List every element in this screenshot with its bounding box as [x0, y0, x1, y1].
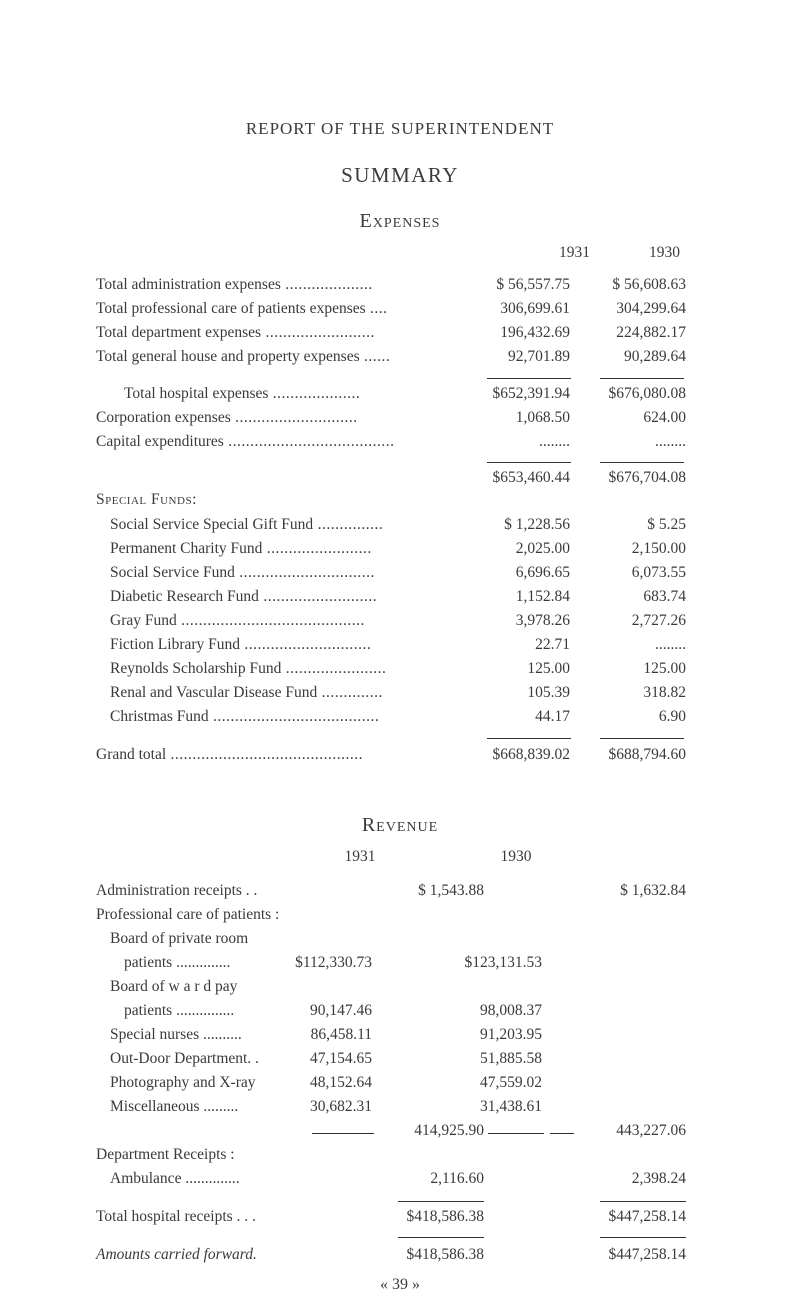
value-1931: $ 1,228.56	[504, 516, 570, 533]
value-1931: 22.71	[535, 636, 570, 653]
value-1931: $418,586.38	[406, 1246, 484, 1263]
list-item: Out-Door Department. .	[110, 1050, 259, 1067]
table-row: Social Service Special Gift Fund ...............	[110, 516, 384, 533]
table-row: Social Service Fund ...............................	[110, 564, 375, 581]
value-1930: 2,150.00	[631, 540, 686, 557]
expenses-subtotal-1931: $653,460.44	[492, 469, 570, 486]
value-1931: 90,147.46	[310, 1002, 372, 1019]
value-1931: 105.39	[527, 684, 570, 701]
value-1930: 47,559.02	[480, 1074, 542, 1091]
value-1930: 683.74	[643, 588, 686, 605]
rule	[550, 1133, 574, 1134]
value-1930: $447,258.14	[608, 1246, 686, 1263]
value-1930: $ 1,632.84	[620, 882, 686, 899]
capital-expenditures: Capital expenditures ......................................	[96, 433, 395, 450]
value-1930: 2,398.24	[631, 1170, 686, 1187]
table-row: Total department expenses .........................	[96, 324, 375, 341]
value-1930: 90,289.64	[624, 348, 686, 365]
page-number: « 39 »	[380, 1276, 420, 1293]
ambulance-label: Ambulance ..............	[110, 1170, 240, 1187]
rule	[600, 378, 684, 379]
value-1931: 30,682.31	[310, 1098, 372, 1115]
value-1931: $418,586.38	[406, 1208, 484, 1225]
value-1931: 125.00	[527, 660, 570, 677]
grand-total: Grand total ............................................	[96, 746, 364, 763]
rule	[600, 1237, 686, 1238]
value-1931: 2,116.60	[430, 1170, 484, 1187]
rule	[488, 1133, 544, 1134]
special-funds-heading: Special Funds:	[96, 491, 197, 508]
table-row: Total general house and property expenses ......	[96, 348, 391, 365]
table-row: Total professional care of patients expenses ....	[96, 300, 388, 317]
rule	[600, 462, 684, 463]
value-1930: 6.90	[658, 708, 686, 725]
value-1930: $676,080.08	[608, 385, 686, 402]
value-1931: 306,699.61	[500, 300, 570, 317]
value-1931: 92,701.89	[508, 348, 570, 365]
table-row: Christmas Fund ......................................	[110, 708, 380, 725]
value-1930: 224,882.17	[616, 324, 686, 341]
revenue-col-1930: 1930	[500, 848, 532, 865]
value-1930: ........	[655, 636, 686, 653]
revenue-col-1931: 1931	[344, 848, 376, 865]
value-1930: 318.82	[643, 684, 686, 701]
value-1930: 2,727.26	[631, 612, 686, 629]
rule	[600, 1201, 686, 1202]
corporation-expenses: Corporation expenses ............................	[96, 409, 358, 426]
expenses-col-1930: 1930	[649, 244, 680, 261]
rule	[398, 1237, 484, 1238]
table-row: Gray Fund ..........................................	[110, 612, 365, 629]
value-1931: 2,025.00	[515, 540, 570, 557]
value-1931: $652,391.94	[492, 385, 570, 402]
professional-care-total-1931: 414,925.90	[414, 1122, 484, 1139]
table-row: Fiction Library Fund .............................	[110, 636, 372, 653]
professional-care-heading: Professional care of patients :	[96, 906, 280, 923]
value-1930: 304,299.64	[616, 300, 686, 317]
grand-total-1930: $688,794.60	[608, 746, 686, 763]
private-room-label: Board of private room	[110, 930, 249, 947]
value-1930: $447,258.14	[608, 1208, 686, 1225]
revenue-heading: Revenue	[361, 814, 439, 836]
rule	[487, 738, 571, 739]
table-row: Reynolds Scholarship Fund .......................	[110, 660, 387, 677]
value-1930: 624.00	[643, 409, 686, 426]
private-room-label-2: patients ..............	[124, 954, 231, 971]
value-1930: 6,073.55	[631, 564, 686, 581]
value-1931: ........	[539, 433, 570, 450]
value-1931: 3,978.26	[515, 612, 570, 629]
table-row: Total administration expenses ....................	[96, 276, 373, 293]
value-1931: 1,152.84	[515, 588, 570, 605]
expenses-heading: Expenses	[359, 210, 441, 232]
ward-pay-label-2: patients ...............	[124, 1002, 235, 1019]
grand-total-1931: $668,839.02	[492, 746, 570, 763]
value-1931: 86,458.11	[310, 1026, 372, 1043]
value-1931: 44.17	[535, 708, 570, 725]
expenses-col-1931: 1931	[559, 244, 590, 261]
running-title: REPORT OF THE SUPERINTENDENT	[245, 119, 555, 138]
rule	[487, 378, 571, 379]
ward-pay-label: Board of w a r d pay	[110, 978, 238, 995]
value-1931: 47,154.65	[310, 1050, 372, 1067]
rule	[600, 738, 684, 739]
value-1930: 51,885.58	[480, 1050, 542, 1067]
total-hospital-receipts-label: Total hospital receipts . . .	[96, 1208, 256, 1225]
value-1931: 1,068.50	[515, 409, 570, 426]
table-row: Renal and Vascular Disease Fund ..............	[110, 684, 383, 701]
value-1930: 98,008.37	[480, 1002, 542, 1019]
value-1931: $ 1,543.88	[418, 882, 484, 899]
value-1930: 31,438.61	[480, 1098, 542, 1115]
value-1930: 91,203.95	[480, 1026, 542, 1043]
value-1931: 196,432.69	[500, 324, 570, 341]
list-item: Photography and X-ray	[110, 1074, 256, 1091]
value-1931: $ 56,557.75	[496, 276, 570, 293]
value-1930: ........	[655, 433, 686, 450]
professional-care-total-1930: 443,227.06	[616, 1122, 686, 1139]
value-1931: 48,152.64	[310, 1074, 372, 1091]
list-item: Miscellaneous .........	[110, 1098, 239, 1115]
table-row: Permanent Charity Fund ........................	[110, 540, 372, 557]
amounts-carried-forward-label: Amounts carried forward.	[96, 1246, 257, 1263]
rule	[398, 1201, 484, 1202]
table-row: Diabetic Research Fund ..........................	[110, 588, 378, 605]
admin-receipts-label: Administration receipts . .	[96, 882, 258, 899]
value-1931: 6,696.65	[515, 564, 570, 581]
total-hospital-expenses: Total hospital expenses ....................	[124, 385, 361, 402]
value-1930: 125.00	[643, 660, 686, 677]
department-receipts-heading: Department Receipts :	[96, 1146, 235, 1163]
rule	[487, 462, 571, 463]
value-1930: $ 56,608.63	[612, 276, 686, 293]
summary-title: SUMMARY	[341, 163, 459, 187]
expenses-subtotal-1930: $676,704.08	[608, 469, 686, 486]
value-1930: $ 5.25	[647, 516, 686, 533]
value-1930: $123,131.53	[464, 954, 542, 971]
list-item: Special nurses ..........	[110, 1026, 242, 1043]
rule	[312, 1133, 374, 1134]
value-1931: $112,330.73	[295, 954, 372, 971]
